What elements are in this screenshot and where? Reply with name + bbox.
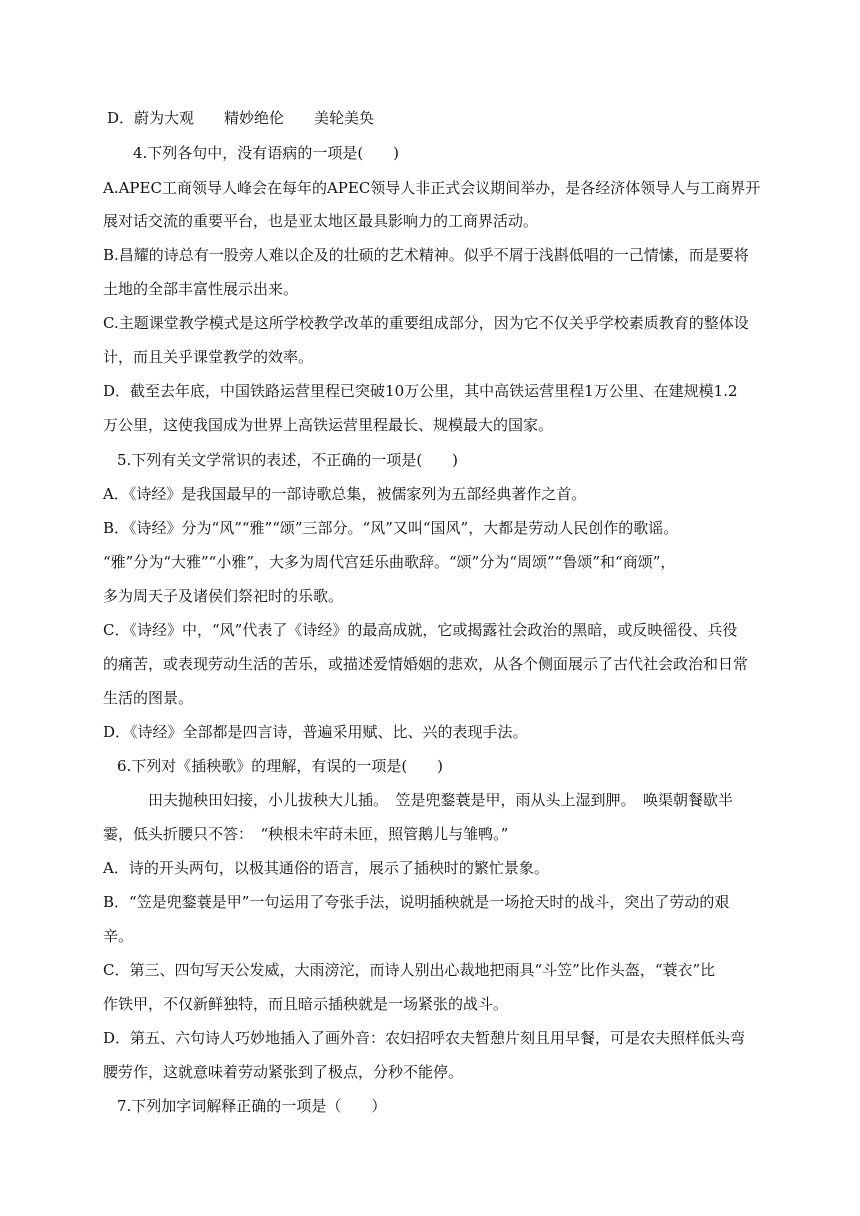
q6-option-a: A．诗的开头两句，以极其通俗的语言，展示了插秧时的繁忙景象。 xyxy=(103,859,549,877)
q4-option-a-line1: A.APEC工商领导人峰会在每年的APEC领导人非正式会议期间举办，是各经济体领导人与工商界开 xyxy=(103,179,761,197)
q6-option-d-line2: 腰劳作，这就意味着劳动紧张到了极点，分秒不能停。 xyxy=(103,1063,464,1081)
q5-option-b-line3: 多为周天子及诸侯们祭祀时的乐歌。 xyxy=(103,587,344,605)
q5-option-d: D．《诗经》全部都是四言诗，普遍采用赋、比、兴的表现手法。 xyxy=(103,723,528,741)
question-5-stem: 5.下列有关文学常识的表述，不正确的一项是( ) xyxy=(117,451,459,469)
q5-option-c-line3: 生活的图景。 xyxy=(103,689,194,707)
q4-option-b-line1: B.昌耀的诗总有一股旁人难以企及的壮硕的艺术精神。似乎不屑于浅斟低唱的一己情愫，而是要将 xyxy=(103,246,749,264)
q6-option-c-line2: 作铁甲，不仅新鲜独特，而且暗示插秧就是一场紧张的战斗。 xyxy=(103,995,509,1013)
q4-option-b-line2: 土地的全部丰富性展示出来。 xyxy=(103,280,299,298)
q6-option-b-line2: 辛。 xyxy=(103,927,134,945)
q5-option-a: A．《诗经》是我国最早的一部诗歌总集，被儒家列为五部经典著作之首。 xyxy=(103,485,587,503)
question-6-stem: 6.下列对《插秧歌》的理解，有误的一项是( ) xyxy=(117,757,444,775)
q6-option-d-line1: D．第五、六句诗人巧妙地插入了画外音：农妇招呼农夫暂憩片刻且用早餐，可是农夫照样低头弯 xyxy=(103,1029,746,1047)
poem-line-2: 霎，低头折腰只不答： “秧根未牢莳未匝，照管鹅儿与雏鸭。” xyxy=(103,825,509,843)
q5-option-c-line1: C．《诗经》中，“风”代表了《诗经》的最高成就，它或揭露社会政治的黑暗，或反映徭役、兵役 xyxy=(103,621,738,639)
q4-option-d-line2: 万公里，这使我国成为世界上高铁运营里程最长、规模最大的国家。 xyxy=(103,416,554,434)
q5-option-b-line1: B．《诗经》分为“风”“雅”“颂”三部分。“风”又叫“国风”，大都是劳动人民创作的歌谣。 xyxy=(103,519,679,537)
q4-option-c-line1: C.主题课堂教学模式是这所学校教学改革的重要组成部分，因为它不仅关乎学校素质教育的整体设 xyxy=(103,314,749,332)
q4-option-a-line2: 展对话交流的重要平台，也是亚太地区最具影响力的工商界活动。 xyxy=(103,212,539,230)
q6-option-c-line1: C．第三、四句写天公发威，大雨滂沱，而诗人别出心裁地把雨具“斗笠”比作头盔，“蓑衣”比 xyxy=(103,961,716,979)
q6-option-b-line1: B．“笠是兜鍪蓑是甲”一句运用了夸张手法，说明插秧就是一场抢天时的战斗，突出了劳动的艰 xyxy=(103,893,730,911)
q5-option-b-line2: “雅”分为“大雅”“小雅”，大多为周代宫廷乐曲歌辞。“颂”分为“周颂”“鲁颂”和“商颂”， xyxy=(103,553,676,571)
poem-line-1: 田夫抛秧田妇接，小儿拔秧大儿插。 笠是兜鍪蓑是甲，雨从头上湿到胛。 唤渠朝餐歇半 xyxy=(148,791,734,809)
question-7-stem: 7.下列加字词解释正确的一项是（ ） xyxy=(117,1097,387,1115)
q4-option-c-line2: 计，而且关乎课堂教学的效率。 xyxy=(103,348,314,366)
option-d-q3: D．蔚为大观 精妙绝伦 美轮美奂 xyxy=(107,109,375,127)
q4-option-d-line1: D．截至去年底，中国铁路运营里程已突破10万公里，其中高铁运营里程1万公里、在建规模1.2 xyxy=(103,382,738,400)
q5-option-c-line2: 的痛苦，或表现劳动生活的苦乐，或描述爱情婚姻的悲欢，从各个侧面展示了古代社会政治和日常 xyxy=(103,655,749,673)
question-4-stem: 4.下列各句中，没有语病的一项是( ) xyxy=(133,144,400,162)
